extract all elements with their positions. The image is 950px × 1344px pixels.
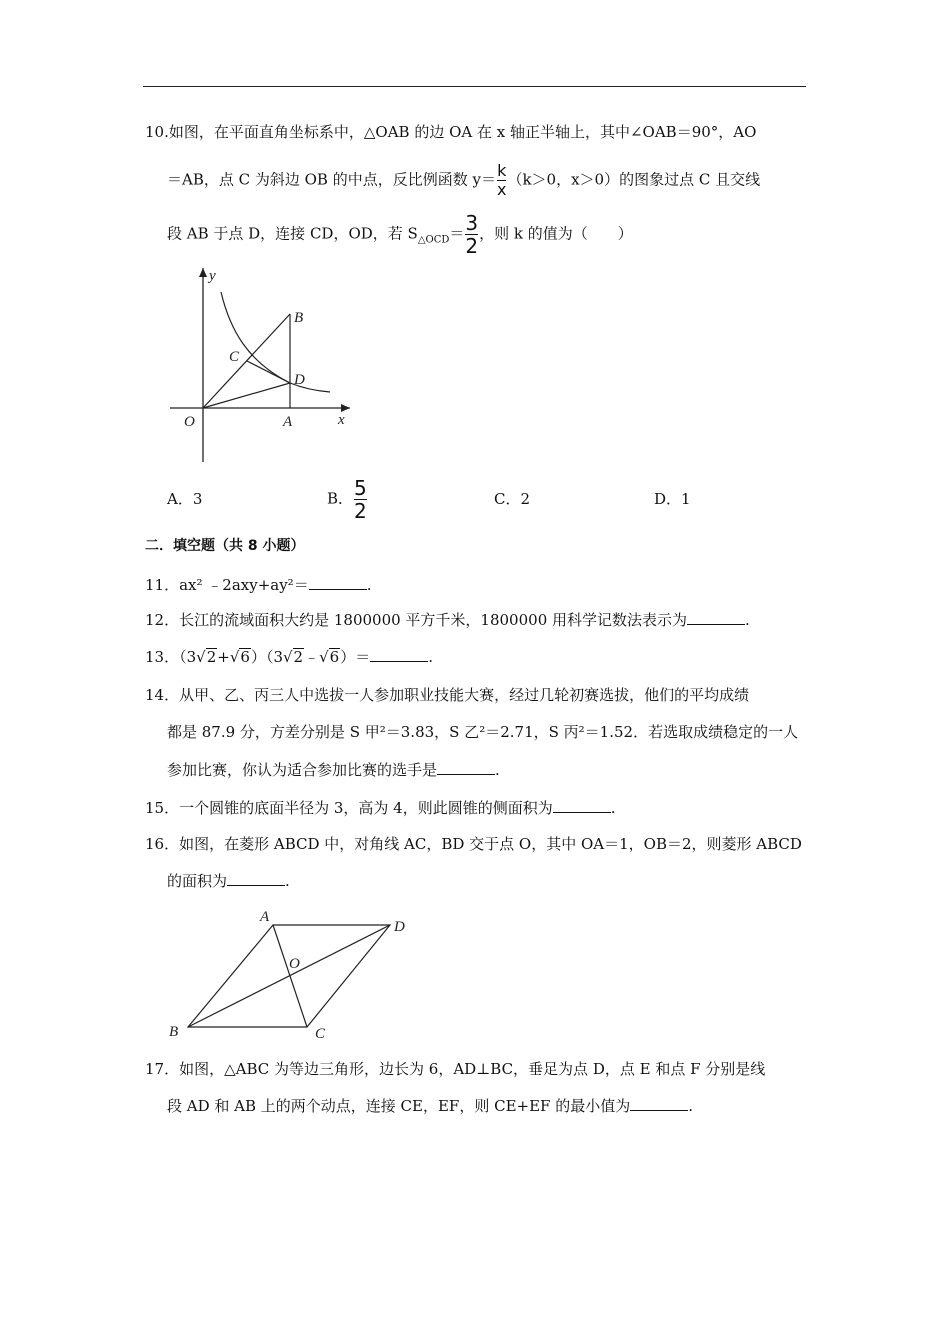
option-b[interactable]: B． $\frac{5}{2}$ xyxy=(327,476,367,523)
label-C: C xyxy=(229,349,240,365)
q11: 11．ax² ﹣2axy+ay²＝ . xyxy=(145,576,372,594)
hyperbola-curve xyxy=(221,292,330,392)
area-fraction: $\frac{3}{2}$ xyxy=(465,211,479,258)
q17-answer-blank[interactable] xyxy=(630,1096,688,1111)
q11-answer-blank[interactable] xyxy=(309,575,367,590)
label-x: x xyxy=(338,412,345,428)
option-a[interactable]: A．3 xyxy=(167,490,203,508)
q16-answer-blank[interactable] xyxy=(227,871,285,886)
label-A: A xyxy=(283,414,293,430)
segment-OB xyxy=(203,314,290,408)
label-O: O xyxy=(184,414,195,430)
rhombus-label-C: C xyxy=(315,1026,326,1042)
q10-line3: 段 AB 于点 D，连接 CD，OD，若 $S_{\triangle OCD}=$ $\frac{3}{2}$ ，则 k 的值为（ ） xyxy=(167,211,633,258)
k-over-x-fraction: $\frac{k}{x}$ xyxy=(496,161,507,199)
q10-line2: ＝AB，点 C 为斜边 OB 的中点，反比例函数 y＝ $\frac{k}{x}$ （k＞0，x＞0）的图象过点 C 且交线 xyxy=(167,161,761,199)
q14-line1: 14．从甲、乙、丙三人中选拔一人参加职业技能大赛，经过几轮初赛选拔，他们的平均成绩 xyxy=(145,686,750,704)
q16-line2: 的面积为 . xyxy=(167,872,290,890)
q10-line1: 10.如图，在平面直角坐标系中，△OAB 的边 OA 在 x 轴正半轴上，其中∠OAB＝90°，AO xyxy=(145,123,757,141)
q14-answer-blank[interactable] xyxy=(437,760,495,775)
q15: 15．一个圆锥的底面半径为 3，高为 4，则此圆锥的侧面积为 . xyxy=(145,799,616,817)
section-title: 二．填空题（共 8 小题） xyxy=(145,538,305,554)
q12: 12．长江的流域面积大约是 1800000 平方千米，1800000 用科学记数法表示为 . xyxy=(145,611,750,629)
rhombus-label-D: D xyxy=(394,919,405,935)
q14-line3: 参加比赛，你认为适合参加比赛的选手是 . xyxy=(167,761,500,779)
q12-answer-blank[interactable] xyxy=(687,610,745,625)
q16-line1: 16．如图，在菱形 ABCD 中，对角线 AC，BD 交于点 O，其中 OA＝1，OB＝2，则菱形 ABCD xyxy=(145,835,802,853)
rhombus-label-B: B xyxy=(169,1024,179,1040)
y-axis-arrow xyxy=(199,268,207,277)
q15-answer-blank[interactable] xyxy=(553,798,611,813)
q10-figure xyxy=(160,262,370,467)
x-axis-arrow xyxy=(341,404,350,412)
q14-line2: 都是 87.9 分，方差分别是 S 甲²＝3.83，S 乙²＝2.71，S 丙²＝1.52．若选取成绩稳定的一人 xyxy=(167,723,799,741)
option-c[interactable]: C．2 xyxy=(494,490,531,508)
q13: 13．（3√2+√6）（3√2﹣√6）＝ . xyxy=(145,648,434,666)
q17-line1: 17．如图，△ABC 为等边三角形，边长为 6，AD⊥BC，垂足为点 D，点 E 和点 F 分别是线 xyxy=(145,1060,766,1078)
option-d[interactable]: D．1 xyxy=(654,490,691,508)
option-b-fraction: $\frac{5}{2}$ xyxy=(354,476,367,523)
rhombus-label-O: O xyxy=(289,956,300,972)
diagonal-BD xyxy=(188,925,390,1027)
q17-line2: 段 AD 和 AB 上的两个动点，连接 CE，EF，则 CE+EF 的最小值为 . xyxy=(167,1097,694,1115)
q13-answer-blank[interactable] xyxy=(370,647,428,662)
header-rule xyxy=(143,86,806,87)
label-D: D xyxy=(294,372,305,388)
segment-OD xyxy=(203,383,290,408)
rhombus-label-A: A xyxy=(260,909,270,925)
label-B: B xyxy=(294,310,304,326)
q16-rhombus-figure xyxy=(160,900,420,1045)
label-y: y xyxy=(209,268,216,284)
